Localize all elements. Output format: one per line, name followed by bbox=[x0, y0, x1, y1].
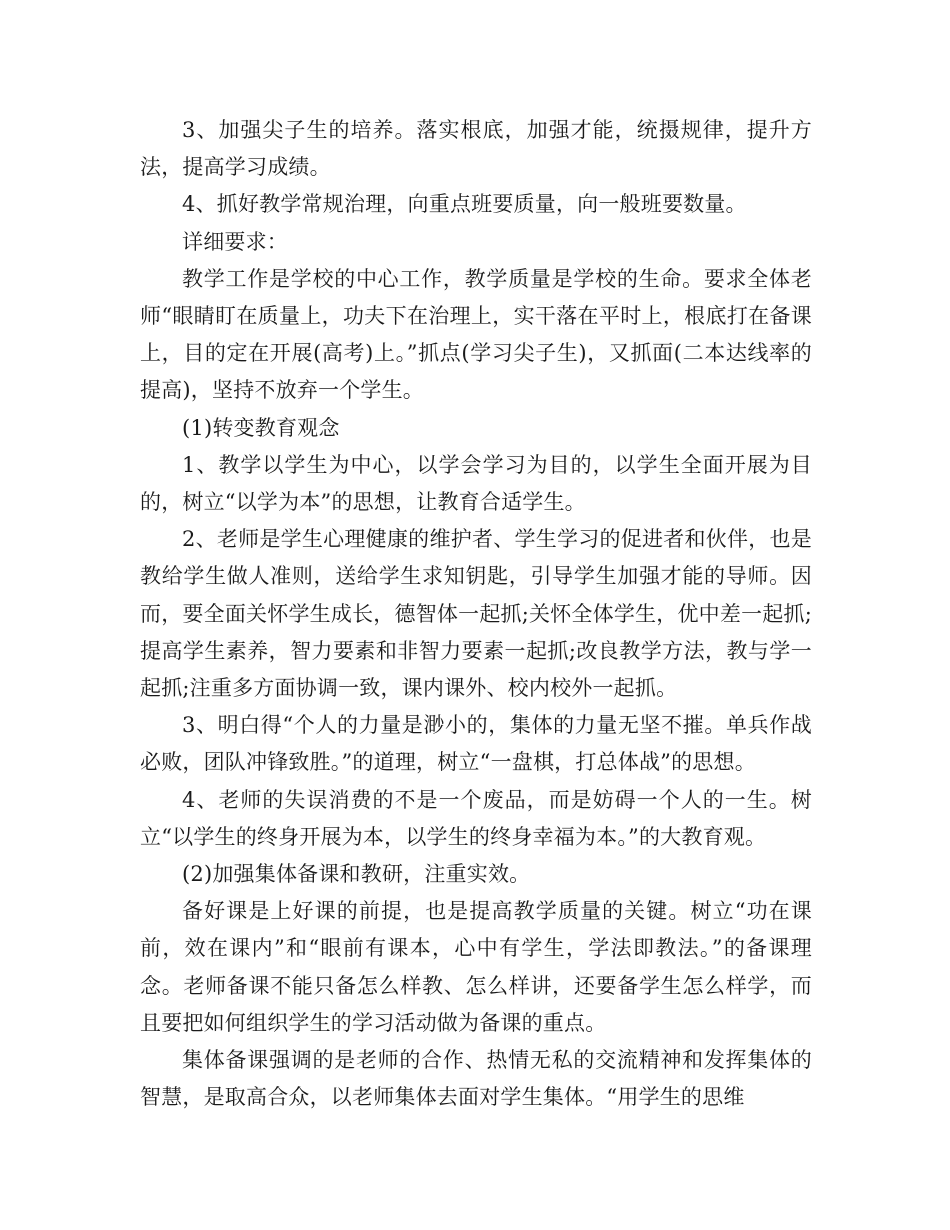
paragraph-teacher-role: 2、老师是学生心理健康的维护者、学生学习的促进者和伙伴，也是教给学生做人准则，送给学生求知钥匙，引导学生加强才能的导师。因而，要全面关怀学生成长，德智体一起抓;关怀全体学生，优中差一起抓;提高学生素养，智力要素和非智力要素一起抓;改良教学方法，教与学一起抓;注重多方面协调一致，课内课外、校内校外一起抓。 bbox=[140, 527, 812, 701]
document-body bbox=[140, 112, 812, 1116]
subheading-collective-lesson-prep: (2)加强集体备课和教研，注重实效。 bbox=[182, 862, 531, 887]
paragraph-lesson-preparation: 备好课是上好课的前提，也是提高教学质量的关键。树立“功在课前，效在课内”和“眼前有课本，心中有学生，学法即教法。”的备课理念。老师备课不能只备怎么样教、怎么样讲，还要备学生怎么样学，而且要把如何组织学生的学习活动做为备课的重点。 bbox=[140, 899, 812, 1035]
paragraph-teaching-quality: 教学工作是学校的中心工作，教学质量是学校的生命。要求全体老师“眼睛盯在质量上，功夫下在治理上，实干落在平时上，根底打在备课上，目的定在开展(高考)上。”抓点(学习尖子生)，又抓面(二本达线率的提高)，坚持不放弃一个学生。 bbox=[140, 266, 812, 403]
paragraph-student-centered: 1、教学以学生为中心，以学会学习为目的，以学生全面开展为目的，树立“以学为本”的思想，让教育合适学生。 bbox=[140, 452, 812, 515]
paragraph-collective-preparation: 集体备课强调的是老师的合作、热情无私的交流精神和发挥集体的智慧，是取高合众，以老师集体去面对学生集体。“用学生的思维 bbox=[140, 1048, 812, 1110]
paragraph-collective-strength: 3、明白得“个人的力量是渺小的，集体的力量无坚不摧。单兵作战必败，团队冲锋致胜。”的道理，树立“一盘棋，打总体战”的思想。 bbox=[140, 713, 812, 775]
paragraph-top-students: 3、加强尖子生的培养。落实根底，加强才能，统摄规律，提升方法，提高学习成绩。 bbox=[140, 118, 812, 180]
subheading-change-concepts: (1)转变教育观念 bbox=[182, 415, 340, 440]
paragraph-routine-management: 4、抓好教学常规治理，向重点班要质量，向一般班要数量。 bbox=[182, 192, 747, 217]
section-heading-detailed-requirements: 详细要求： bbox=[182, 229, 288, 254]
paragraph-lifelong-education: 4、老师的失误消费的不是一个废品，而是妨碍一个人的一生。树立“以学生的终身开展为本，以学生的终身幸福为本。”的大教育观。 bbox=[140, 787, 812, 849]
